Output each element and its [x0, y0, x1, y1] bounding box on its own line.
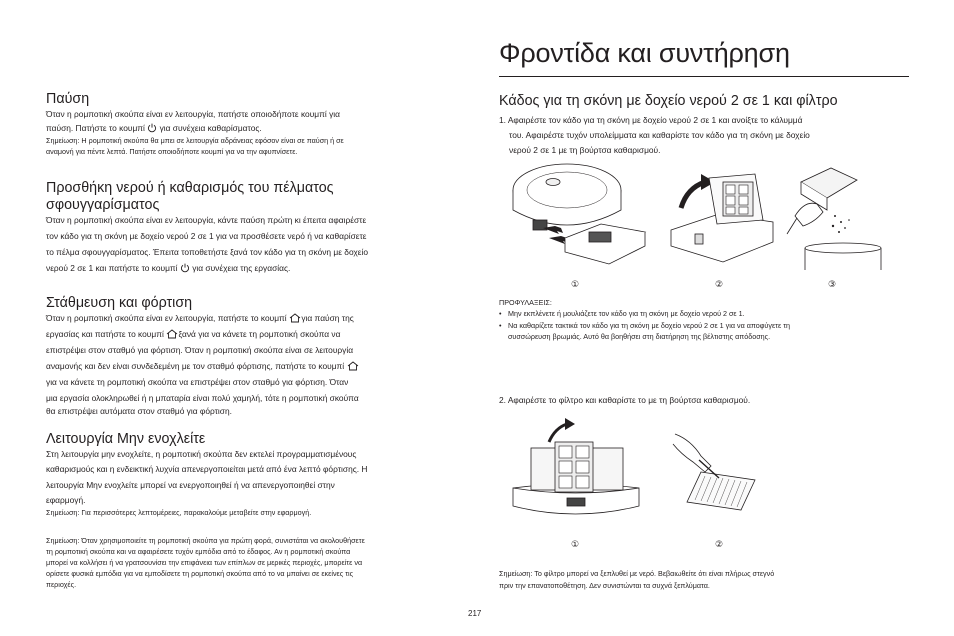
- fig2-label-1: ①: [571, 539, 580, 549]
- precaution-item-2: [499, 320, 919, 332]
- dust-particles: [832, 215, 850, 233]
- dnd-body-line-1: Στη λειτουργία μην ενοχλείτε, η ρομποτική σκούπα δεν εκτελεί προγραμματισμένους: [46, 449, 357, 459]
- title-divider: [499, 76, 909, 77]
- bin-heading: Κάδος για τη σκόνη με δοχείο νερού 2 σε 1 και φίλτρο: [499, 93, 838, 109]
- water-heading-line-1: Προσθήκη νερού ή καθαρισμός του πέλματος: [46, 180, 334, 196]
- water-body-line-1: Όταν η ρομποτική σκούπα είναι εν λειτουργία, κάντε παύση πρώτη κι έπειτα αφαιρέστε: [46, 215, 367, 225]
- first-use-note-line-3: μπορεί να κολλήσει ή να γρατσουνίσει την επιφάνεια των επίπλων σε μερικές περιοχές, μπορείτε να: [46, 558, 363, 567]
- hand-emptying-drawing: [787, 168, 857, 234]
- docking-body-line-2: [46, 327, 340, 342]
- precaution-item-2-continued: [499, 331, 919, 343]
- home-icon: [289, 313, 299, 323]
- open-bin-drawing: [671, 174, 773, 262]
- fig1-label-3: ③: [828, 279, 837, 289]
- robot-vacuum-drawing: [513, 164, 621, 230]
- docking-body-line-1: [46, 311, 354, 326]
- precaution-item-2a: Να καθαρίζετε τακτικά τον κάδο για τη σκόνη με δοχείο νερού 2 σε 1 για να αποφύγετε τη: [508, 320, 791, 330]
- fig1-label-1: ①: [571, 279, 580, 289]
- docking-body-line-2b: ξανά για να κάνετε τη ρομποτική σκούπα να: [178, 329, 341, 339]
- fig2-label-2: ②: [715, 539, 724, 549]
- power-icon: [147, 123, 157, 133]
- filter-note-line-1: Σημείωση: Το φίλτρο μπορεί να ξεπλυθεί με νερό. Βεβαιωθείτε ότι είναι πλήρως στεγνό: [499, 569, 775, 578]
- docking-body-line-5: για να κάνετε τη ρομποτική σκούπα να επιστρέψει στον σταθμό για φόρτιση. Όταν: [46, 377, 349, 387]
- filter-cleaning-illustration: [505, 418, 765, 528]
- docking-body-line-1a: Όταν η ρομποτική σκούπα είναι εν λειτουργία, πατήστε το κουμπί: [46, 313, 287, 323]
- water-body-line-4b: για συνέχεια της εργασίας.: [192, 263, 291, 273]
- dnd-note: Σημείωση: Για περισσότερες λεπτομέρειες, παρακαλούμε μεταβείτε στην εφαρμογή.: [46, 508, 312, 517]
- filter-note-line-2: πριν την επανατοποθέτηση. Δεν συνιστώνται τα συχνά ξεπλύματα.: [499, 581, 710, 590]
- bin-removal-illustration: [505, 160, 895, 275]
- remove-filter-arrow: [549, 424, 567, 442]
- water-body-line-2: τον κάδο για τη σκόνη με δοχείο νερού 2 σε 1 για να προσθέσετε νερό ή να καθαρίσετε: [46, 231, 367, 241]
- precaution-item-1: • Μην εκπλένετε ή μουλιάζετε τον κάδο για τη σκόνη με δοχείο νερού 2 σε 1.: [499, 308, 919, 320]
- docking-heading: Στάθμευση και φόρτιση: [46, 295, 193, 311]
- pause-body-line-2a: παύση. Πατήστε το κουμπί: [46, 123, 145, 133]
- page-title: Φροντίδα και συντήρηση: [499, 38, 790, 68]
- water-body-line-4: [46, 261, 290, 276]
- docking-body-line-7: θα επιστρέψει αυτόματα στον σταθμό για φόρτιση.: [46, 406, 232, 416]
- pause-note-line-1: Σημείωση: Η ρομποτική σκούπα θα μπει σε λειτουργία αδράνειας εφόσον είναι σε παύση ή σε: [46, 136, 344, 145]
- page-number: 217: [468, 609, 482, 618]
- fig1-label-2: ②: [715, 279, 724, 289]
- open-bin-with-filter-drawing: [513, 442, 639, 514]
- precautions-list: [499, 308, 919, 343]
- bin-step2: 2. Αφαιρέστε το φίλτρο και καθαρίστε το με τη βούρτσα καθαρισμού.: [499, 395, 751, 405]
- pause-body-line-1: Όταν η ρομποτική σκούπα είναι εν λειτουργία, πατήστε οποιοδήποτε κουμπί για: [46, 109, 340, 119]
- docking-body-line-4a: αναμονής και δεν είναι συνδεδεμένη με τον σταθμό φόρτισης, πατήστε το κουμπί: [46, 361, 345, 371]
- pause-heading: Παύση: [46, 91, 90, 107]
- home-icon: [166, 329, 176, 339]
- dnd-body-line-3: λειτουργία Μην ενοχλείτε μπορεί να ενεργοποιηθεί ή να απενεργοποιηθεί στην: [46, 480, 335, 490]
- pause-body-line-2b: για συνέχεια καθαρίσματος.: [159, 123, 262, 133]
- water-body-line-3: το πέλμα σφουγγαρίσματος. Έπειτα τοποθετήστε ξανά τον κάδο για τη σκόνη με δοχείο: [46, 247, 369, 257]
- pause-body-line-2: [46, 121, 262, 136]
- docking-body-line-6: μια εργασία ολοκληρωθεί ή η μπαταρία είναι πολύ χαμηλή, τότε η ρομποτική σκούπα: [46, 393, 359, 403]
- first-use-note-line-4: ορίσετε φυσικά εμπόδια για να εμποδίσετε τη ρομποτική σκούπα από το να μπαίνει σε εκείνες τις: [46, 569, 354, 578]
- bin-step1-line-1: 1. Αφαιρέστε τον κάδο για τη σκόνη με δοχείο νερού 2 σε 1 και ανοίξτε το κάλυμμά: [499, 115, 803, 125]
- bin-step1-line-3: νερού 2 σε 1 με τη βούρτσα καθαρισμού.: [509, 145, 661, 155]
- docking-body-line-2a: εργασίας και πατήστε το κουμπί: [46, 329, 164, 339]
- bin-step1-line-2: του. Αφαιρέστε τυχόν υπολείμματα και καθαρίστε τον κάδο για τη σκόνη με δοχείο: [509, 130, 810, 140]
- docking-body-line-4: [46, 359, 357, 374]
- docking-body-line-3: επιστρέψει στον σταθμό για φόρτιση. Όταν η ρομποτική σκούπα είναι σε λειτουργία: [46, 345, 354, 355]
- first-use-note-line-5: περιοχές.: [46, 580, 77, 589]
- power-icon: [180, 263, 190, 273]
- first-use-note-line-2: τη ρομποτική σκούπα και να αφαιρέσετε τυχόν εμπόδια από το έδαφος. Αν η ρομποτική σκούπα: [46, 547, 351, 556]
- pause-note-line-2: αναμονή για πέντε λεπτά. Πατήστε οποιοδήποτε κουμπί για να την αφυπνίσετε.: [46, 147, 298, 156]
- water-body-line-4a: νερού 2 σε 1 και πατήστε το κουμπί: [46, 263, 178, 273]
- first-use-note-line-1: Σημείωση: Όταν χρησιμοποιείτε τη ρομποτική σκούπα για πρώτη φορά, συνιστάται να ακολουθήσετε: [46, 536, 365, 545]
- docking-body-line-1b: για παύση της: [301, 313, 354, 323]
- dnd-body-line-2: καθαρισμούς και η ενδεικτική λυχνία απενεργοποιείται μετά από ένα λεπτό φόρτισης. Η: [46, 464, 368, 474]
- dnd-heading: Λειτουργία Μην ενοχλείτε: [46, 431, 206, 447]
- water-heading-line-2: σφουγγαρίσματος: [46, 197, 160, 213]
- precautions-title: ΠΡΟΦΥΛΑΞΕΙΣ:: [499, 298, 552, 307]
- dust-bin-drawing: [565, 224, 645, 264]
- home-icon: [347, 361, 357, 371]
- brushing-filter-drawing: [673, 434, 755, 510]
- precaution-item-2b: συσσώρευση βρωμιάς. Αυτό θα βοηθήσει στη διατήρηση της βέλτιστης απόδοσης.: [508, 332, 771, 341]
- dnd-body-line-4: εφαρμογή.: [46, 495, 86, 505]
